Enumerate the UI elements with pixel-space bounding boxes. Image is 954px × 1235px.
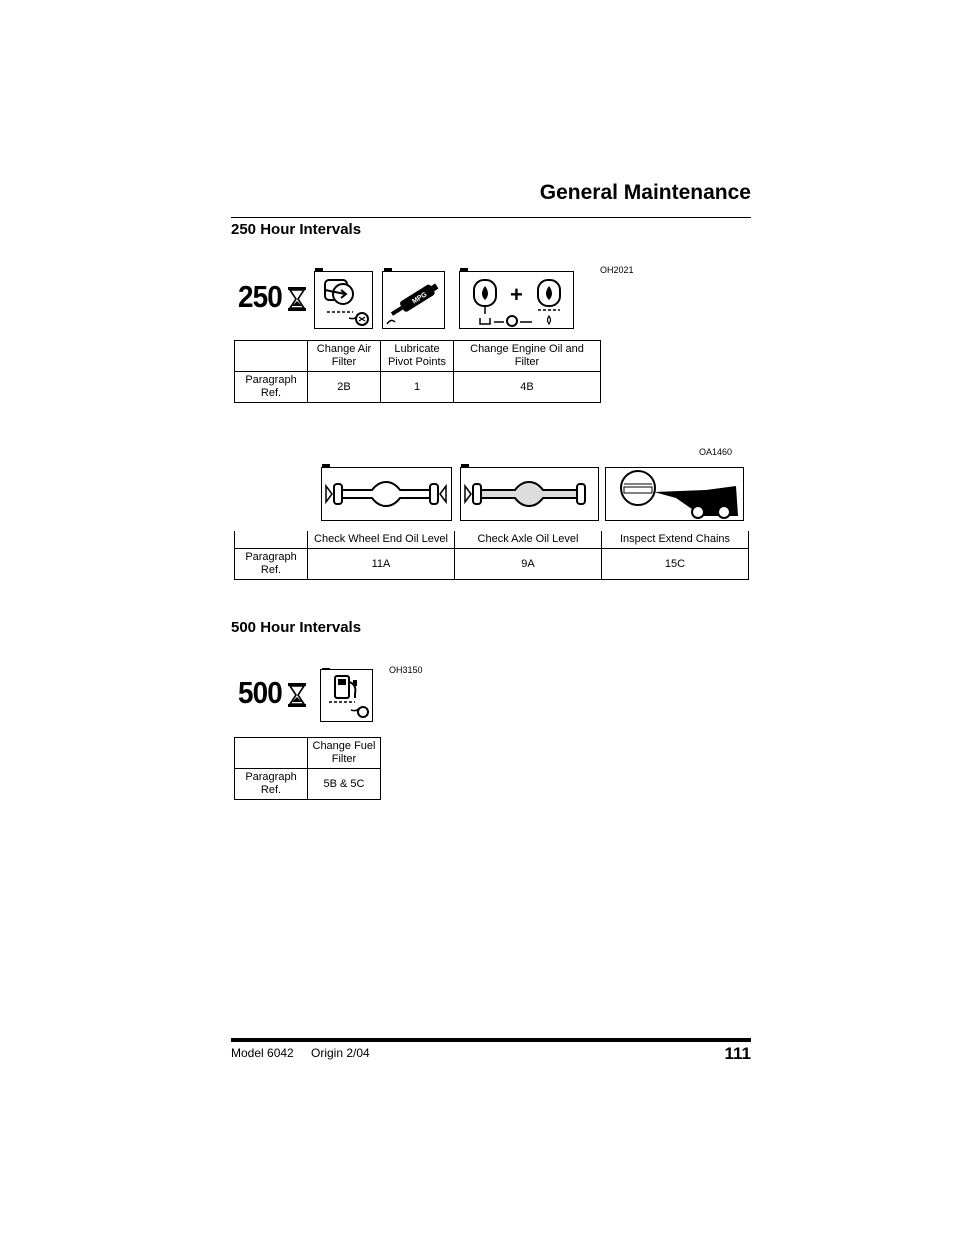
hourglass-icon xyxy=(287,286,307,312)
table-header-cell: Change Engine Oil and Filter xyxy=(454,341,601,372)
table-row xyxy=(235,341,601,372)
table-row xyxy=(235,738,381,769)
table-cell: 4B xyxy=(454,372,601,403)
svg-text:+: + xyxy=(510,282,523,307)
heading-500-hour: 500 Hour Intervals xyxy=(231,619,362,636)
table-corner-cell xyxy=(235,531,308,549)
axle-oil-icon xyxy=(460,467,599,521)
table-cell: 15C xyxy=(602,549,749,580)
grease-gun-icon xyxy=(382,271,445,329)
maintenance-table-250-b xyxy=(234,531,749,580)
figure-code-oh3150: OH3150 xyxy=(389,665,423,675)
table-cell: 2B xyxy=(308,372,381,403)
table-header-cell: Change Fuel Filter xyxy=(308,738,381,769)
air-filter-icon xyxy=(314,271,373,329)
mpg-label: MPG xyxy=(411,291,429,306)
telehandler-chain-icon xyxy=(605,467,744,521)
interval-500-label: 500 xyxy=(238,675,282,710)
table-corner-cell xyxy=(235,341,308,372)
heading-250-hour: 250 Hour Intervals xyxy=(231,221,362,238)
engine-oil-drop-icon xyxy=(459,271,574,329)
maintenance-table-500 xyxy=(234,737,381,800)
table-row xyxy=(235,372,601,403)
table-cell: 5B & 5C xyxy=(308,769,381,800)
row-label: Paragraph Ref. xyxy=(235,372,308,403)
page-number: 111 xyxy=(724,1044,751,1063)
table-cell: 1 xyxy=(381,372,454,403)
interval-250-label: 250 xyxy=(238,279,282,314)
table-header-cell: Check Wheel End Oil Level xyxy=(308,531,455,549)
table-header-cell: Inspect Extend Chains xyxy=(602,531,749,549)
row-label: Paragraph Ref. xyxy=(235,769,308,800)
figure-code-oh2021: OH2021 xyxy=(600,265,634,275)
footer-origin: Origin 2/04 xyxy=(311,1046,370,1060)
table-row xyxy=(235,549,749,580)
table-row xyxy=(235,531,749,549)
row-label: Paragraph Ref. xyxy=(235,549,308,580)
table-header-cell: Lubricate Pivot Points xyxy=(381,341,454,372)
table-header-cell: Change Air Filter xyxy=(308,341,381,372)
table-cell: 11A xyxy=(308,549,455,580)
section-title: General Maintenance xyxy=(539,181,751,204)
maintenance-table-250-a xyxy=(234,340,601,403)
table-header-cell: Check Axle Oil Level xyxy=(455,531,602,549)
figure-code-oa1460: OA1460 xyxy=(699,447,733,457)
header-rule xyxy=(231,217,751,218)
hourglass-icon xyxy=(287,682,307,708)
wheel-end-axle-icon xyxy=(321,467,452,521)
footer-model: Model 6042 xyxy=(231,1046,294,1060)
table-corner-cell xyxy=(235,738,308,769)
table-cell: 9A xyxy=(455,549,602,580)
table-row xyxy=(235,769,381,800)
fuel-pump-icon xyxy=(320,669,373,722)
footer-rule xyxy=(231,1038,751,1042)
